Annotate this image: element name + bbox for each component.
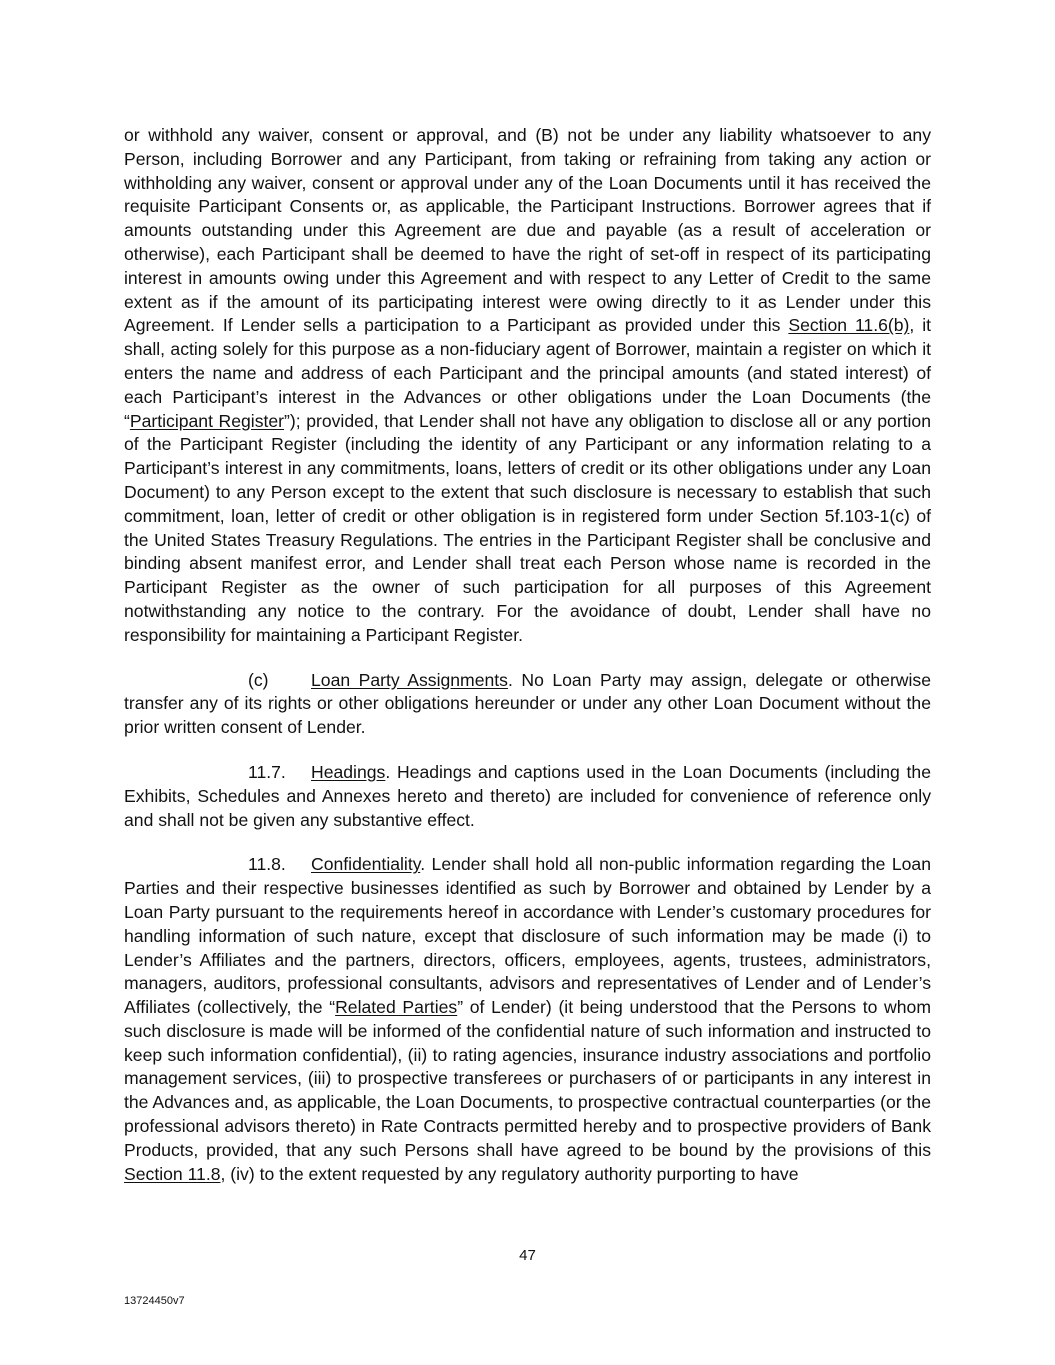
paragraph-participant-register: or withhold any waiver, consent or approval, and (B) not be under any liability whatsoever to any Person, including Borrower and any Participant, from taking or refraining from taking any action or withholding any waiver, consent or approval under any of the Loan Documents until it has received the requisite Participant Consents or, as applicable, the Participant Instructions. Borrower agrees that if amounts outstanding under this Agreement are due and payable (as a result of acceleration or otherwise), each Participant shall be deemed to have the right of set-off in respect of its participating interest in amounts owing under this Agreement and with respect to any Letter of Credit to the same extent as if the amount of its participating interest were owing directly to it as Lender under this Agreement. If Lender sells a participation to a Participant as provided under this Section 11.6(b), it shall, acting solely for this purpose as a non-fiduciary agent of Borrower, maintain a register on which it enters the name and address of each Participant and the principal amounts (and stated interest) of each Participant’s interest in the Advances or other obligations under the Loan Documents (the “Participant Register”); provided, that Lender shall not have any obligation to disclose all or any portion of the Participant Register (including the identity of any Participant or any information relating to a Participant’s interest in any commitments, loans, letters of credit or its other obligations under any Loan Document) to any Person except to the extent that such disclosure is necessary to establish that such commitment, loan, letter of credit or other obligation is in registered form under Section 5f.103-1(c) of the United States Treasury Regulations. The entries in the Participant Register shall be conclusive and binding absent manifest error, and Lender shall treat each Person whose name is recorded in the Participant Register as the owner of such participation for all purposes of this Agreement notwithstanding any notice to the contrary. For the avoidance of doubt, Lender shall have no responsibility for maintaining a Participant Register. bbox=[124, 125, 931, 645]
defined-term-participant-register: Participant Register bbox=[129, 410, 285, 431]
section-number: 11.7. bbox=[248, 761, 286, 782]
cross-reference-section-11-6b: Section 11.6(b) bbox=[788, 315, 910, 336]
section-heading: Confidentiality bbox=[311, 854, 421, 875]
document-id: 13724450v7 bbox=[124, 1295, 185, 1307]
section-11-8-confidentiality: 11.8. Confidentiality. Lender shall hold all non-public information regarding the Loan Parties and their respective businesses identified as such by Borrower and obtained by Lender by a Loan Party pursuant to the requirements hereof in accordance with Lender’s customary procedures for handling information of such nature, except that disclosure of such information may be made (i) to Lender’s Affiliates and the partners, directors, officers, employees, agents, trustees, administrators, managers, auditors, professional consultants, advisors and representatives of Lender and of Lender’s Affiliates (collectively, the “Related Parties” of Lender) (it being understood that the Persons to whom such disclosure is made will be informed of the confidential nature of such information and instructed to keep such information confidential), (ii) to rating agencies, insurance industry associations and portfolio management services, (iii) to prospective transferees or purchasers of or participants in any interest in the Advances and, as applicable, the Loan Documents, to prospective contractual counterparties (or the professional advisors thereto) in Rate Contracts permitted hereby and to prospective providers of Bank Products, provided, that any such Persons shall have agreed to be bound by the provisions of this Section 11.8, (iv) to the extent requested by any regulatory authority purporting to have bbox=[124, 854, 931, 1184]
section-number: 11.8. bbox=[248, 854, 286, 875]
defined-term-related-parties: Related Parties bbox=[335, 997, 458, 1018]
document-body bbox=[124, 124, 931, 1186]
section-heading: Loan Party Assignments bbox=[311, 669, 508, 690]
section-11-7-headings: 11.7. Headings. Headings and captions used in the Loan Documents (including the Exhibits, Schedules and Annexes hereto and thereto) are included for convenience of reference only and shall not be given any substantive effect. bbox=[124, 761, 931, 830]
page-number: 47 bbox=[519, 1247, 536, 1264]
section-number: (c) bbox=[248, 669, 269, 690]
section-heading: Headings bbox=[311, 761, 386, 782]
cross-reference-section-11-8: Section 11.8 bbox=[124, 1163, 221, 1184]
section-c-loan-party-assignments: (c) Loan Party Assignments. No Loan Party may assign, delegate or otherwise transfer any of its rights or other obligations hereunder or under any other Loan Document without the prior written consent of Lender. bbox=[124, 669, 931, 738]
